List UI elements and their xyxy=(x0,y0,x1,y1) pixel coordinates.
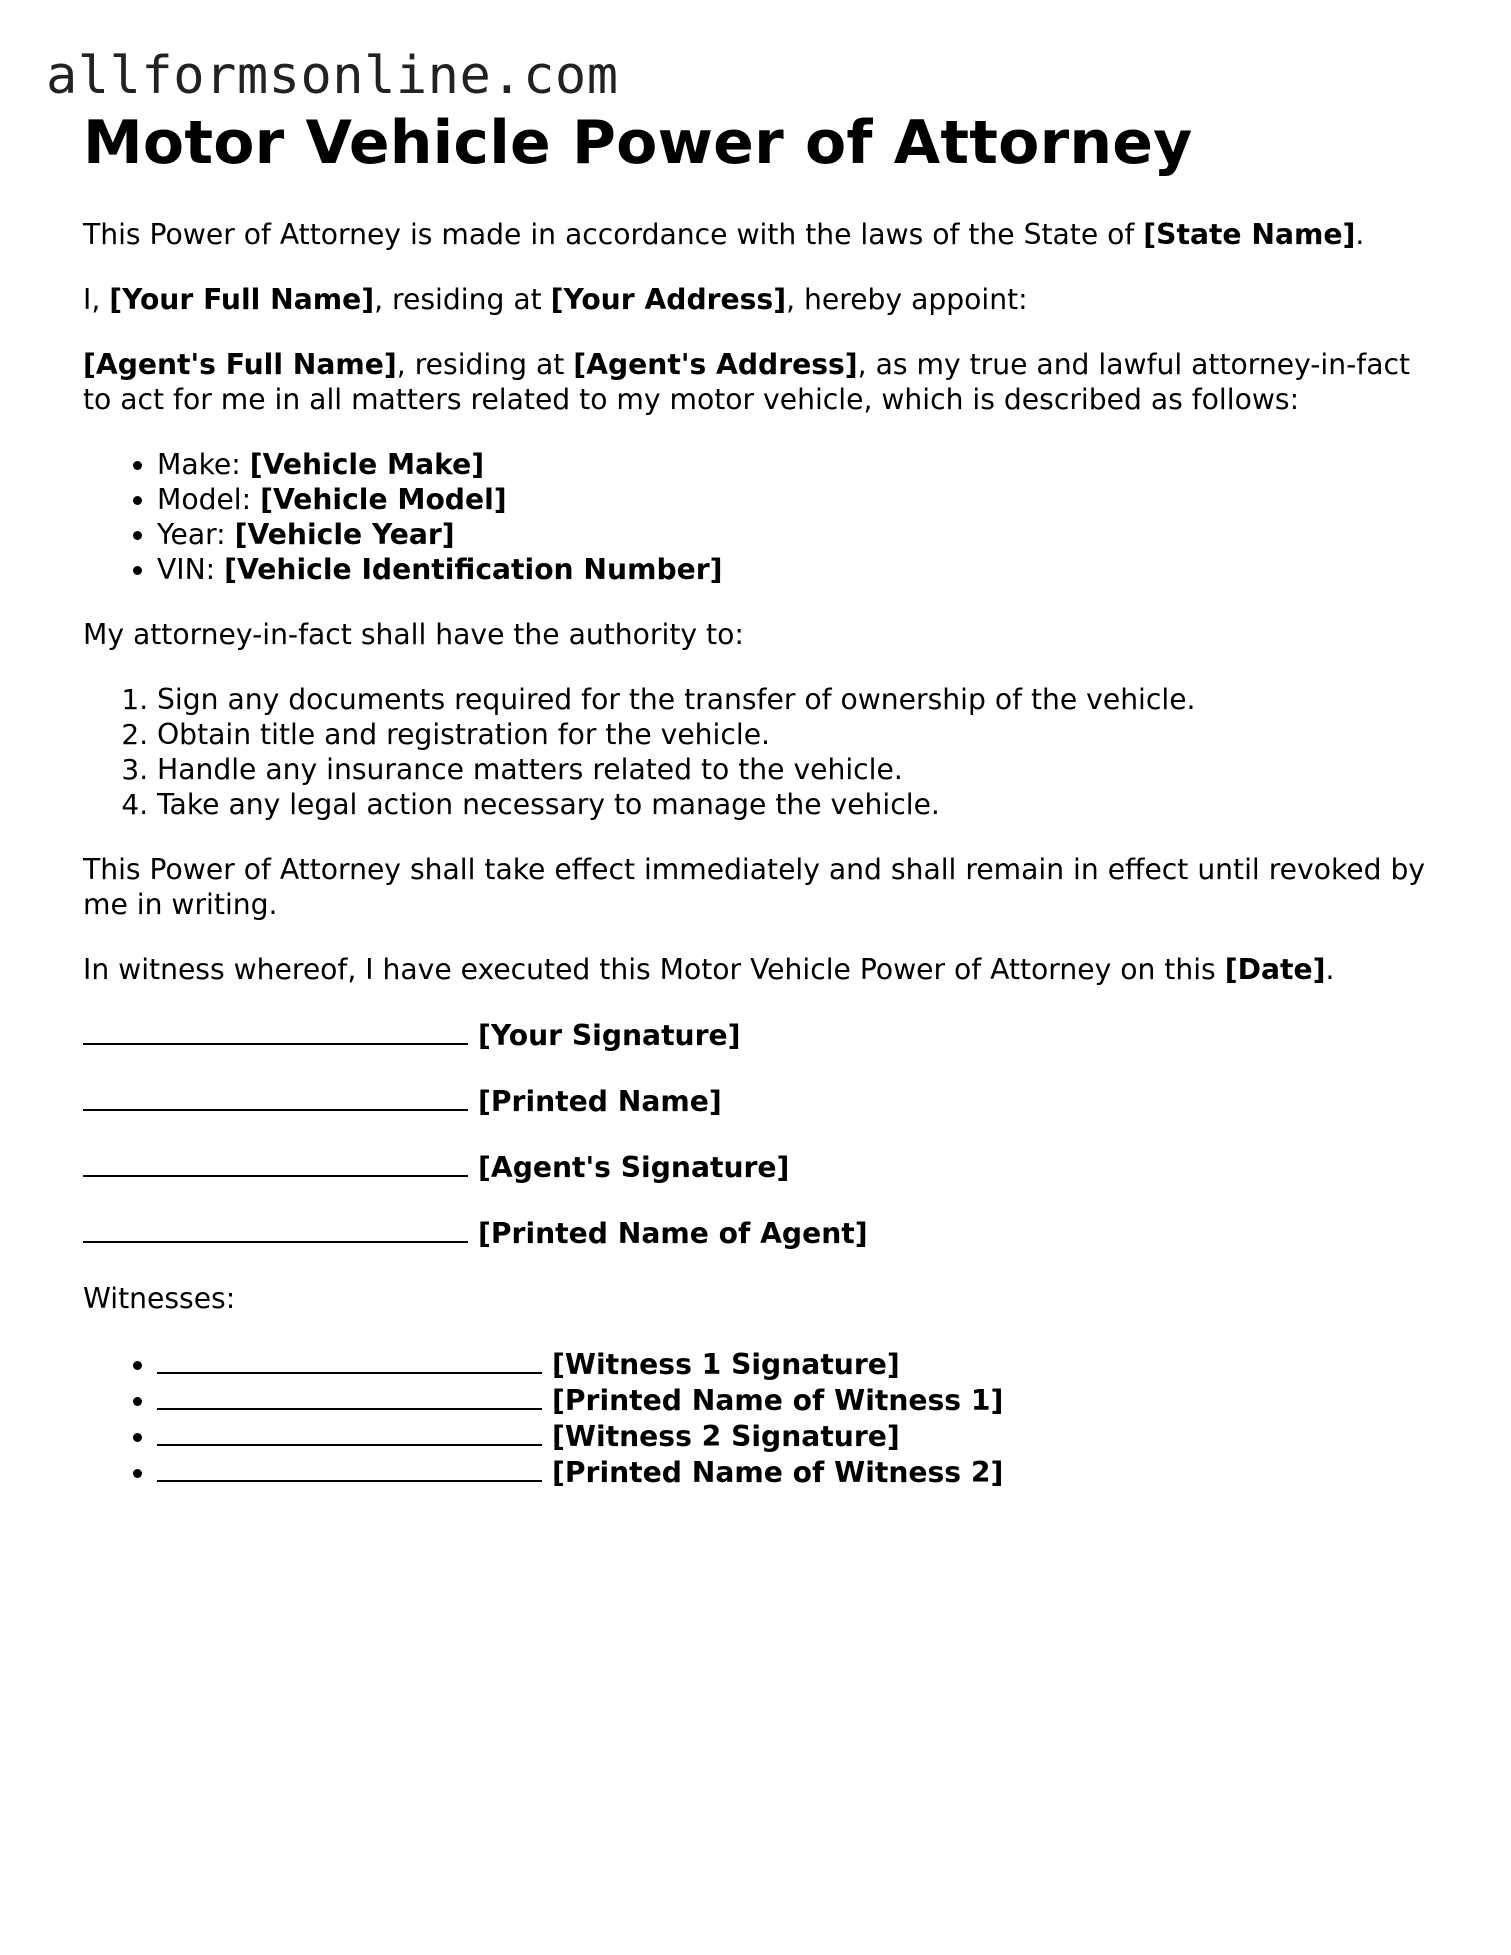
signature-label: [Agent's Signature] xyxy=(478,1151,790,1184)
witnesses-label: Witnesses: xyxy=(83,1282,236,1315)
appointment-paragraph xyxy=(83,282,1443,317)
your-signature-line xyxy=(83,1017,1443,1053)
appointment-mid: , residing at xyxy=(374,283,551,316)
vehicle-make-field: [Vehicle Make] xyxy=(249,448,485,481)
power-item: 1. Sign any documents required for the transfer of ownership of the vehicle. xyxy=(157,682,1443,717)
authority-intro: My attorney-in-fact shall have the authority to: xyxy=(83,618,744,651)
vehicle-make-label: Make: xyxy=(157,448,250,481)
signature-blank[interactable] xyxy=(157,1382,542,1410)
address-field: [Your Address] xyxy=(550,283,787,316)
vehicle-detail-item xyxy=(157,517,1443,552)
witness-label: [Witness 1 Signature] xyxy=(552,1348,900,1381)
agent-signature-line xyxy=(83,1149,1443,1185)
vehicle-detail-item xyxy=(157,447,1443,482)
power-item: 2. Obtain title and registration for the vehicle. xyxy=(157,717,1443,752)
vehicle-detail-item xyxy=(157,482,1443,517)
intro-paragraph xyxy=(83,217,1443,252)
date-field: [Date] xyxy=(1224,953,1326,986)
appointment-prefix: I, xyxy=(83,283,110,316)
signature-blank[interactable] xyxy=(157,1454,542,1482)
effect-paragraph: This Power of Attorney shall take effect immediately and shall remain in effect until revoked by me in writing. xyxy=(83,853,1426,921)
signature-blank[interactable] xyxy=(157,1418,542,1446)
signature-label: [Printed Name of Agent] xyxy=(478,1217,868,1250)
agent-name-field: [Agent's Full Name] xyxy=(83,348,397,381)
vehicle-year-label: Year: xyxy=(157,518,235,551)
vehicle-year-field: [Vehicle Year] xyxy=(234,518,455,551)
vehicle-model-label: Model: xyxy=(157,483,261,516)
document-page xyxy=(83,104,1443,1490)
power-item: 3. Handle any insurance matters related to the vehicle. xyxy=(157,752,1443,787)
printed-name-line xyxy=(83,1083,1443,1119)
signature-blank[interactable] xyxy=(83,1017,468,1045)
vehicle-detail-item xyxy=(157,552,1443,587)
signature-label: [Your Signature] xyxy=(478,1019,741,1052)
witness-item xyxy=(157,1454,1443,1490)
state-name-field: [State Name] xyxy=(1143,218,1356,251)
document-title: Motor Vehicle Power of Attorney xyxy=(83,108,1193,178)
signature-blank[interactable] xyxy=(83,1083,468,1111)
signature-blank[interactable] xyxy=(157,1346,542,1374)
agent-printed-name-line xyxy=(83,1215,1443,1251)
witness-list xyxy=(83,1346,1443,1490)
agent-suffix: , as my true and lawful attorney-in-fact to act for me in all matters related to my motor vehicle, which is described as follows: xyxy=(83,348,1411,416)
powers-list xyxy=(83,682,1443,822)
witness-clause-text: In witness whereof, I have executed this Motor Vehicle Power of Attorney on this xyxy=(83,953,1225,986)
witness-label: [Witness 2 Signature] xyxy=(552,1420,900,1453)
vehicle-vin-field: [Vehicle Identification Number] xyxy=(224,553,723,586)
witness-clause xyxy=(83,952,1443,987)
witness-label: [Printed Name of Witness 1] xyxy=(552,1384,1004,1417)
intro-end: . xyxy=(1355,218,1365,251)
agent-paragraph xyxy=(83,347,1443,417)
agent-address-field: [Agent's Address] xyxy=(573,348,858,381)
witness-item xyxy=(157,1382,1443,1418)
signature-blank[interactable] xyxy=(83,1149,468,1177)
witness-item xyxy=(157,1346,1443,1382)
signature-label: [Printed Name] xyxy=(478,1085,722,1118)
witness-item xyxy=(157,1418,1443,1454)
site-watermark: allformsonline.com xyxy=(46,46,619,106)
vehicle-vin-label: VIN: xyxy=(157,553,225,586)
witness-label: [Printed Name of Witness 2] xyxy=(552,1456,1004,1489)
full-name-field: [Your Full Name] xyxy=(109,283,375,316)
vehicle-details-list xyxy=(83,447,1443,587)
signature-blank[interactable] xyxy=(83,1215,468,1243)
intro-text: This Power of Attorney is made in accordance with the laws of the State of xyxy=(83,218,1144,251)
vehicle-model-field: [Vehicle Model] xyxy=(260,483,507,516)
agent-mid: , residing at xyxy=(396,348,574,381)
power-item: 4. Take any legal action necessary to manage the vehicle. xyxy=(157,787,1443,822)
appointment-suffix: , hereby appoint: xyxy=(786,283,1028,316)
witness-clause-end: . xyxy=(1325,953,1335,986)
